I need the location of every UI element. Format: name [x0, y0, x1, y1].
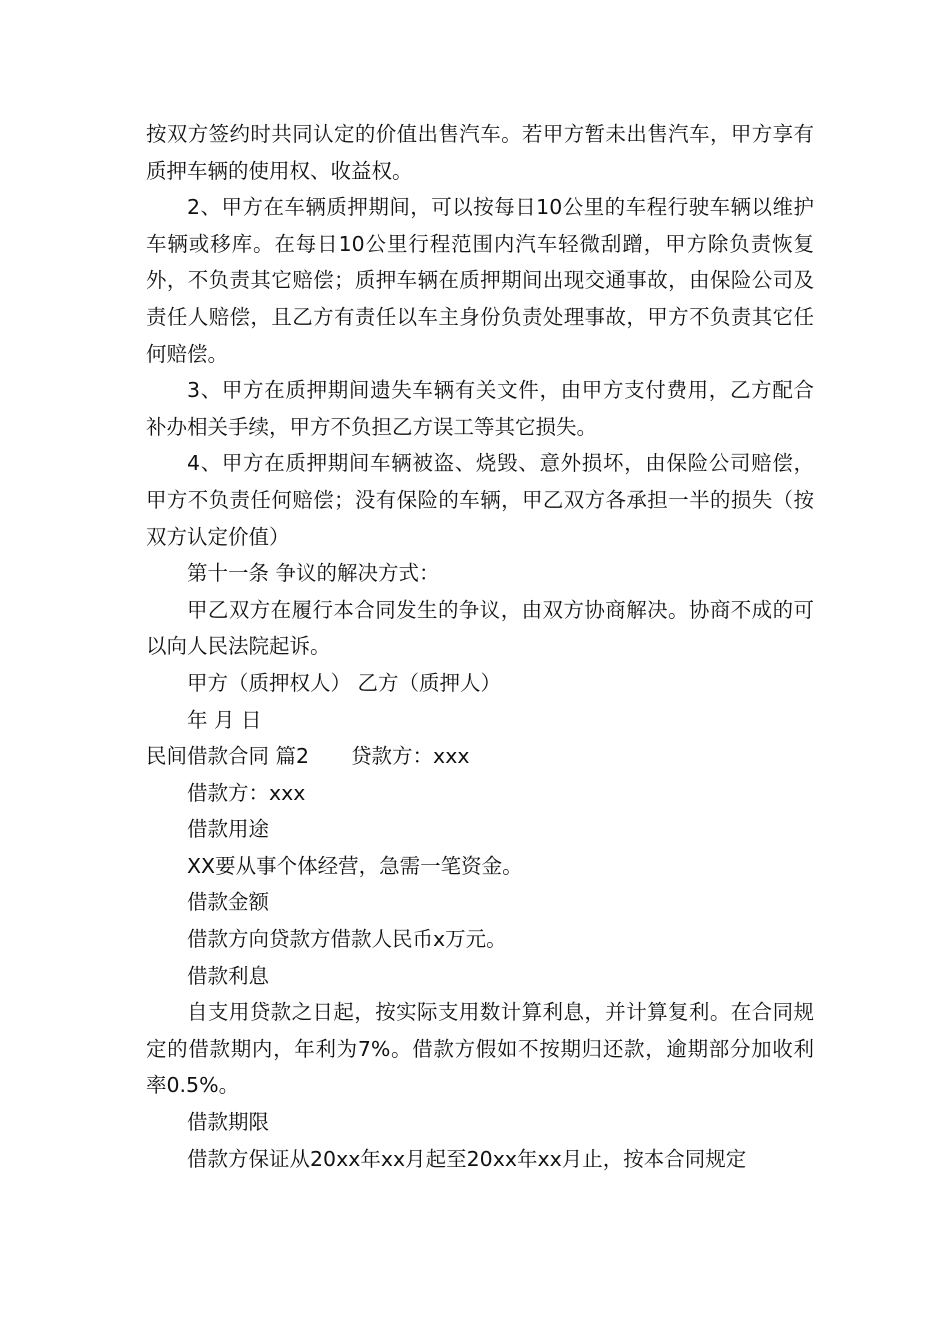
signature-date: 年 月 日: [187, 707, 262, 732]
paragraph: 借款方向贷款方借款人民币x万元。: [187, 927, 507, 952]
borrower-field: 借款方：xxx: [187, 780, 306, 805]
section-heading: 借款用途: [187, 817, 269, 842]
paragraph: 甲乙双方在履行本合同发生的争议，由双方协商解决。协商不成的可以向人民法院起诉。: [146, 597, 814, 659]
contract-title: 民间借款合同 篇2: [146, 744, 310, 769]
lender-field: 贷款方：xxx: [351, 744, 470, 769]
paragraph: 自支用贷款之日起，按实际支用数计算利息，并计算复利。在合同规定的借款期内，年利为7%。借款方假如不按期归还款，逾期部分加收利率0.5%。: [146, 1000, 814, 1098]
paragraph: 借款方保证从20xx年xx月起至20xx年xx月止，按本合同规定: [187, 1146, 747, 1171]
paragraph: 2、甲方在车辆质押期间，可以按每日10公里的车程行驶车辆以维护车辆或移库。在每日10公里行程范围内汽车轻微刮蹭，甲方除负责恢复外，不负责其它赔偿；质押车辆在质押期间出现交通事故，由保险公司及责任人赔偿，且乙方有责任以车主身份负责处理事故，甲方不负责其它任何赔偿。: [146, 195, 814, 366]
contract-heading-line: [146, 738, 814, 775]
paragraph: 第十一条 争议的解决方式：: [187, 561, 440, 586]
section-heading: 借款期限: [187, 1110, 269, 1135]
section-heading: 借款利息: [187, 963, 269, 988]
paragraph: 4、甲方在质押期间车辆被盗、烧毁、意外损坏，由保险公司赔偿，甲方不负责任何赔偿；没有保险的车辆，甲乙双方各承担一半的损失（按双方认定价值）: [146, 451, 814, 549]
section-heading: 借款金额: [187, 890, 269, 915]
paragraph: 3、甲方在质押期间遗失车辆有关文件，由甲方支付费用，乙方配合补办相关手续，甲方不负担乙方误工等其它损失。: [146, 378, 814, 439]
paragraph: 按双方签约时共同认定的价值出售汽车。若甲方暂未出售汽车，甲方享有质押车辆的使用权、收益权。: [146, 122, 814, 183]
signature-parties: 甲方（质押权人） 乙方（质押人）: [187, 670, 502, 695]
document-body: [146, 116, 814, 1177]
paragraph: XX要从事个体经营，急需一笔资金。: [187, 853, 523, 878]
